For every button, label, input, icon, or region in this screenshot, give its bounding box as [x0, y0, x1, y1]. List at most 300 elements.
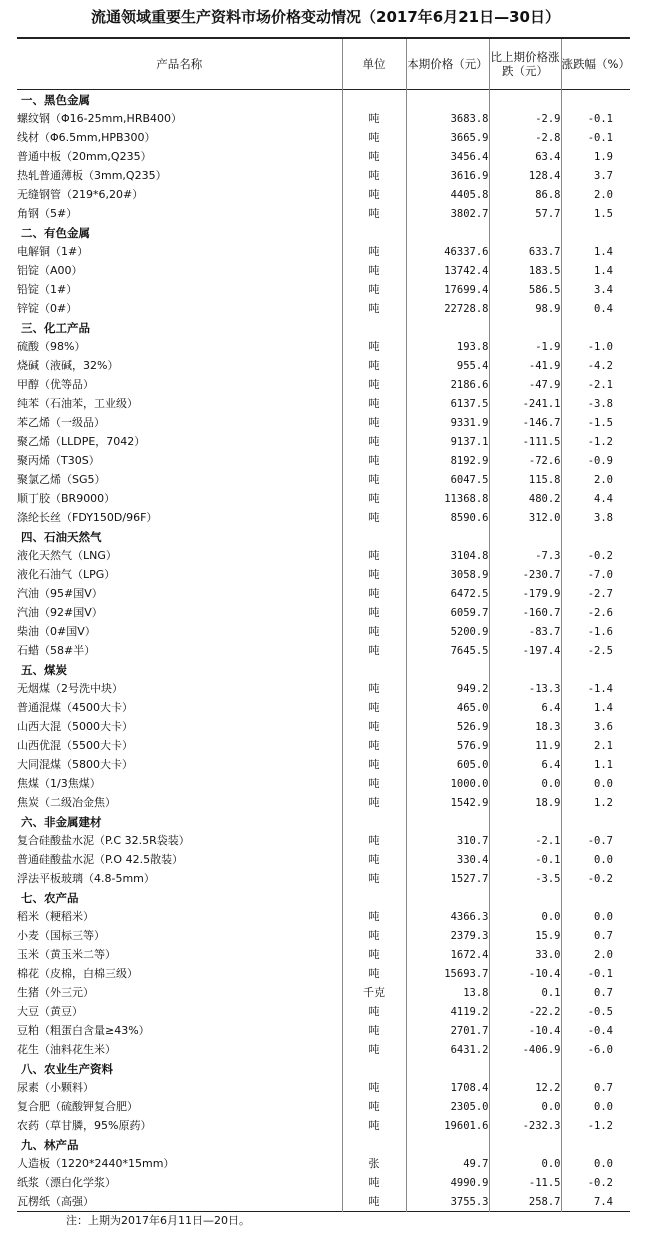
product-name: 涤纶长丝（FDY150D/96F）: [17, 510, 158, 524]
pct-cell: 3.6: [561, 717, 630, 736]
pct-cell: 2.1: [561, 736, 630, 755]
price-cell: 3058.9: [406, 565, 489, 584]
table-row: [17, 470, 630, 489]
price-cell: 2701.7: [406, 1021, 489, 1040]
product-name: 山西大混（5000大卡）: [17, 719, 133, 733]
unit-cell: 吨: [342, 337, 406, 356]
unit-cell: 吨: [342, 299, 406, 318]
empty-cell: [342, 812, 406, 831]
product-name: 锌锭（0#）: [17, 301, 78, 315]
product-name: 小麦（国标三等）: [17, 928, 105, 942]
price-cell: 1672.4: [406, 945, 489, 964]
table-row: [17, 983, 630, 1002]
change-cell: -10.4: [489, 964, 561, 983]
unit-cell: 吨: [342, 1040, 406, 1059]
table-row: [17, 1040, 630, 1059]
unit-cell: 张: [342, 1154, 406, 1173]
pct-cell: -1.4: [561, 679, 630, 698]
product-name: 顺丁胶（BR9000）: [17, 491, 116, 505]
unit-cell: 吨: [342, 1173, 406, 1192]
header-price: 本期价格（元）: [406, 38, 489, 90]
price-cell: 9137.1: [406, 432, 489, 451]
unit-cell: 吨: [342, 1002, 406, 1021]
unit-cell: 吨: [342, 603, 406, 622]
empty-cell: [406, 90, 489, 110]
change-cell: -83.7: [489, 622, 561, 641]
product-name: 石蜡（58#半）: [17, 643, 96, 657]
unit-cell: 吨: [342, 736, 406, 755]
unit-cell: 吨: [342, 128, 406, 147]
empty-cell: [406, 660, 489, 679]
table-row: [17, 261, 630, 280]
price-cell: 4366.3: [406, 907, 489, 926]
price-cell: 2379.3: [406, 926, 489, 945]
pct-cell: -2.6: [561, 603, 630, 622]
change-cell: 183.5: [489, 261, 561, 280]
change-cell: 6.4: [489, 755, 561, 774]
change-cell: -232.3: [489, 1116, 561, 1135]
pct-cell: 3.4: [561, 280, 630, 299]
table-row: [17, 622, 630, 641]
pct-cell: 1.4: [561, 698, 630, 717]
category-row: [17, 812, 630, 831]
price-cell: 310.7: [406, 831, 489, 850]
price-cell: 49.7: [406, 1154, 489, 1173]
unit-cell: 吨: [342, 584, 406, 603]
change-cell: 11.9: [489, 736, 561, 755]
pct-cell: -1.6: [561, 622, 630, 641]
category-name: 六、非金属建材: [21, 814, 102, 829]
pct-cell: 0.4: [561, 299, 630, 318]
product-name: 复合肥（硫酸钾复合肥）: [17, 1099, 138, 1113]
table-row: [17, 546, 630, 565]
price-cell: 2186.6: [406, 375, 489, 394]
header-unit: 单位: [342, 38, 406, 90]
category-name: 二、有色金属: [21, 225, 90, 240]
table-row: [17, 185, 630, 204]
change-cell: 63.4: [489, 147, 561, 166]
change-cell: 98.9: [489, 299, 561, 318]
pct-cell: -0.1: [561, 109, 630, 128]
price-cell: 3755.3: [406, 1192, 489, 1212]
pct-cell: -2.1: [561, 375, 630, 394]
unit-cell: 吨: [342, 432, 406, 451]
price-cell: 193.8: [406, 337, 489, 356]
category-row: [17, 660, 630, 679]
product-name: 汽油（95#国Ⅴ）: [17, 586, 103, 600]
pct-cell: -7.0: [561, 565, 630, 584]
pct-cell: -1.5: [561, 413, 630, 432]
price-cell: 8192.9: [406, 451, 489, 470]
price-cell: 4990.9: [406, 1173, 489, 1192]
change-cell: -11.5: [489, 1173, 561, 1192]
footnote: 注：上期为2017年6月11日—20日。: [66, 1214, 250, 1227]
pct-cell: -1.2: [561, 432, 630, 451]
pct-cell: 0.0: [561, 774, 630, 793]
pct-cell: 0.0: [561, 1097, 630, 1116]
change-cell: 480.2: [489, 489, 561, 508]
product-name: 花生（油料花生米）: [17, 1042, 116, 1056]
empty-cell: [561, 223, 630, 242]
change-cell: 312.0: [489, 508, 561, 527]
category-name: 七、农产品: [21, 890, 79, 905]
unit-cell: 吨: [342, 698, 406, 717]
change-cell: -0.1: [489, 850, 561, 869]
unit-cell: 吨: [342, 964, 406, 983]
empty-cell: [489, 888, 561, 907]
table-row: [17, 850, 630, 869]
price-cell: 3802.7: [406, 204, 489, 223]
product-name: 电解铜（1#）: [17, 244, 89, 258]
change-cell: -41.9: [489, 356, 561, 375]
pct-cell: 3.7: [561, 166, 630, 185]
product-name: 汽油（92#国Ⅴ）: [17, 605, 103, 619]
table-row: [17, 584, 630, 603]
empty-cell: [561, 1135, 630, 1154]
empty-cell: [406, 1059, 489, 1078]
unit-cell: 吨: [342, 1192, 406, 1212]
table-row: [17, 147, 630, 166]
empty-cell: [561, 1059, 630, 1078]
header-pct: 涨跌幅（%）: [561, 38, 630, 90]
category-name: 四、石油天然气: [21, 529, 102, 544]
change-cell: 6.4: [489, 698, 561, 717]
change-cell: -13.3: [489, 679, 561, 698]
table-row: [17, 413, 630, 432]
table-row: [17, 1116, 630, 1135]
table-row: [17, 774, 630, 793]
empty-cell: [406, 1135, 489, 1154]
table-row: [17, 337, 630, 356]
unit-cell: 吨: [342, 831, 406, 850]
table-row: [17, 736, 630, 755]
table-row: [17, 356, 630, 375]
change-cell: -2.1: [489, 831, 561, 850]
price-cell: 8590.6: [406, 508, 489, 527]
product-name: 棉花（皮棉，白棉三级）: [17, 966, 138, 980]
table-row: [17, 1021, 630, 1040]
product-name: 普通硅酸盐水泥（P.O 42.5散装）: [17, 852, 184, 866]
change-cell: 18.3: [489, 717, 561, 736]
category-row: [17, 90, 630, 110]
product-name: 农药（草甘膦，95%原药）: [17, 1118, 152, 1132]
empty-cell: [342, 888, 406, 907]
product-name: 柴油（0#国Ⅴ）: [17, 624, 96, 638]
pct-cell: 0.0: [561, 907, 630, 926]
table-row: [17, 926, 630, 945]
product-name: 苯乙烯（一级品）: [17, 415, 105, 429]
price-cell: 46337.6: [406, 242, 489, 261]
product-name: 普通混煤（4500大卡）: [17, 700, 133, 714]
change-cell: -230.7: [489, 565, 561, 584]
change-cell: 128.4: [489, 166, 561, 185]
table-body: [17, 90, 630, 1212]
category-row: [17, 1059, 630, 1078]
pct-cell: -0.2: [561, 1173, 630, 1192]
unit-cell: 吨: [342, 413, 406, 432]
change-cell: -22.2: [489, 1002, 561, 1021]
unit-cell: 吨: [342, 1116, 406, 1135]
table-row: [17, 299, 630, 318]
empty-cell: [561, 812, 630, 831]
price-cell: 13.8: [406, 983, 489, 1002]
empty-cell: [342, 1135, 406, 1154]
product-name: 浮法平板玻璃（4.8-5mm）: [17, 871, 155, 885]
pct-cell: 3.8: [561, 508, 630, 527]
table-row: [17, 166, 630, 185]
change-cell: 0.0: [489, 907, 561, 926]
table-row: [17, 831, 630, 850]
empty-cell: [406, 888, 489, 907]
table-row: [17, 489, 630, 508]
table-row: [17, 603, 630, 622]
unit-cell: 吨: [342, 1097, 406, 1116]
unit-cell: 吨: [342, 850, 406, 869]
table-row: [17, 907, 630, 926]
pct-cell: -0.2: [561, 546, 630, 565]
price-cell: 22728.8: [406, 299, 489, 318]
price-cell: 4405.8: [406, 185, 489, 204]
unit-cell: 吨: [342, 622, 406, 641]
change-cell: -1.9: [489, 337, 561, 356]
price-cell: 1708.4: [406, 1078, 489, 1097]
unit-cell: 吨: [342, 774, 406, 793]
pct-cell: 1.2: [561, 793, 630, 812]
category-name: 九、林产品: [21, 1137, 79, 1152]
pct-cell: -3.8: [561, 394, 630, 413]
pct-cell: -1.2: [561, 1116, 630, 1135]
table-row: [17, 679, 630, 698]
category-row: [17, 888, 630, 907]
change-cell: -197.4: [489, 641, 561, 660]
product-name: 热轧普通薄板（3mm,Q235）: [17, 168, 167, 182]
pct-cell: -0.4: [561, 1021, 630, 1040]
product-name: 复合硅酸盐水泥（P.C 32.5R袋装）: [17, 833, 190, 847]
product-name: 大豆（黄豆）: [17, 1004, 83, 1018]
table-row: [17, 394, 630, 413]
table-row: [17, 793, 630, 812]
pct-cell: -0.5: [561, 1002, 630, 1021]
unit-cell: 吨: [342, 565, 406, 584]
category-row: [17, 527, 630, 546]
table-row: [17, 1192, 630, 1212]
header-name: 产品名称: [156, 57, 203, 71]
change-cell: 586.5: [489, 280, 561, 299]
change-cell: -111.5: [489, 432, 561, 451]
change-cell: 0.0: [489, 1154, 561, 1173]
category-name: 八、农业生产资料: [21, 1061, 113, 1076]
product-name: 瓦楞纸（高强）: [17, 1194, 94, 1208]
product-name: 玉米（黄玉米二等）: [17, 947, 116, 961]
empty-cell: [406, 527, 489, 546]
unit-cell: 吨: [342, 185, 406, 204]
change-cell: 57.7: [489, 204, 561, 223]
price-cell: 11368.8: [406, 489, 489, 508]
pct-cell: -1.0: [561, 337, 630, 356]
change-cell: 0.0: [489, 1097, 561, 1116]
change-cell: 12.2: [489, 1078, 561, 1097]
product-name: 无烟煤（2号洗中块）: [17, 681, 123, 695]
table-row: [17, 1173, 630, 1192]
pct-cell: 0.0: [561, 850, 630, 869]
pct-cell: 1.4: [561, 261, 630, 280]
pct-cell: 0.7: [561, 1078, 630, 1097]
pct-cell: 1.1: [561, 755, 630, 774]
empty-cell: [342, 527, 406, 546]
pct-cell: 2.0: [561, 185, 630, 204]
change-cell: 258.7: [489, 1192, 561, 1212]
table-row: [17, 755, 630, 774]
product-name: 液化天然气（LNG）: [17, 548, 117, 562]
change-cell: -2.9: [489, 109, 561, 128]
pct-cell: -4.2: [561, 356, 630, 375]
price-cell: 17699.4: [406, 280, 489, 299]
price-cell: 4119.2: [406, 1002, 489, 1021]
price-cell: 6431.2: [406, 1040, 489, 1059]
empty-cell: [561, 527, 630, 546]
product-name: 螺纹钢（Φ16-25mm,HRB400）: [17, 111, 183, 125]
product-name: 纸浆（漂白化学浆）: [17, 1175, 116, 1189]
table-row: [17, 565, 630, 584]
empty-cell: [489, 1059, 561, 1078]
empty-cell: [489, 90, 561, 110]
table-row: [17, 451, 630, 470]
product-name: 纯苯（石油苯，工业级）: [17, 396, 138, 410]
empty-cell: [561, 318, 630, 337]
unit-cell: 吨: [342, 1021, 406, 1040]
product-name: 普通中板（20mm,Q235）: [17, 149, 152, 163]
product-name: 聚丙烯（T30S）: [17, 453, 100, 467]
pct-cell: -0.2: [561, 869, 630, 888]
unit-cell: 吨: [342, 280, 406, 299]
empty-cell: [406, 223, 489, 242]
product-name: 大同混煤（5800大卡）: [17, 757, 133, 771]
price-cell: 15693.7: [406, 964, 489, 983]
empty-cell: [489, 527, 561, 546]
change-cell: 115.8: [489, 470, 561, 489]
pct-cell: 0.0: [561, 1154, 630, 1173]
product-name: 生猪（外三元）: [17, 985, 94, 999]
category-row: [17, 223, 630, 242]
pct-cell: 0.7: [561, 983, 630, 1002]
unit-cell: 吨: [342, 907, 406, 926]
table-row: [17, 508, 630, 527]
price-cell: 6472.5: [406, 584, 489, 603]
table-row: [17, 698, 630, 717]
change-cell: -179.9: [489, 584, 561, 603]
price-cell: 1542.9: [406, 793, 489, 812]
product-name: 液化石油气（LPG）: [17, 567, 116, 581]
price-table: [17, 37, 630, 1212]
unit-cell: 吨: [342, 926, 406, 945]
change-cell: -7.3: [489, 546, 561, 565]
empty-cell: [342, 223, 406, 242]
unit-cell: 吨: [342, 394, 406, 413]
table-row: [17, 964, 630, 983]
unit-cell: 吨: [342, 261, 406, 280]
price-cell: 955.4: [406, 356, 489, 375]
unit-cell: 吨: [342, 375, 406, 394]
price-cell: 3456.4: [406, 147, 489, 166]
empty-cell: [561, 660, 630, 679]
pct-cell: -6.0: [561, 1040, 630, 1059]
table-row: [17, 869, 630, 888]
table-row: [17, 717, 630, 736]
change-cell: 15.9: [489, 926, 561, 945]
unit-cell: 吨: [342, 109, 406, 128]
empty-cell: [342, 90, 406, 110]
price-cell: 7645.5: [406, 641, 489, 660]
price-cell: 6059.7: [406, 603, 489, 622]
category-name: 一、黑色金属: [21, 92, 90, 107]
table-row: [17, 375, 630, 394]
unit-cell: 吨: [342, 546, 406, 565]
unit-cell: 吨: [342, 470, 406, 489]
table-row: [17, 432, 630, 451]
pct-cell: -2.5: [561, 641, 630, 660]
empty-cell: [489, 318, 561, 337]
change-cell: 0.0: [489, 774, 561, 793]
price-cell: 13742.4: [406, 261, 489, 280]
unit-cell: 吨: [342, 717, 406, 736]
product-name: 甲醇（优等品）: [17, 377, 94, 391]
unit-cell: 吨: [342, 641, 406, 660]
page-title: 流通领域重要生产资料市场价格变动情况（2017年6月21日—30日）: [91, 8, 560, 26]
pct-cell: -0.1: [561, 128, 630, 147]
price-cell: 5200.9: [406, 622, 489, 641]
price-cell: 526.9: [406, 717, 489, 736]
unit-cell: 吨: [342, 945, 406, 964]
unit-cell: 吨: [342, 204, 406, 223]
product-name: 豆粕（粗蛋白含量≥43%）: [17, 1023, 150, 1037]
table-row: [17, 109, 630, 128]
pct-cell: 1.9: [561, 147, 630, 166]
empty-cell: [342, 660, 406, 679]
unit-cell: 吨: [342, 166, 406, 185]
product-name: 焦煤（1/3焦煤）: [17, 776, 101, 790]
table-row: [17, 204, 630, 223]
table-row: [17, 280, 630, 299]
pct-cell: 2.0: [561, 470, 630, 489]
price-cell: 1000.0: [406, 774, 489, 793]
unit-cell: 吨: [342, 451, 406, 470]
table-row: [17, 1078, 630, 1097]
table-row: [17, 128, 630, 147]
change-cell: 18.9: [489, 793, 561, 812]
price-cell: 3616.9: [406, 166, 489, 185]
price-cell: 3665.9: [406, 128, 489, 147]
product-name: 角钢（5#）: [17, 206, 78, 220]
change-cell: 86.8: [489, 185, 561, 204]
pct-cell: -0.1: [561, 964, 630, 983]
price-cell: 6047.5: [406, 470, 489, 489]
change-cell: -406.9: [489, 1040, 561, 1059]
change-cell: -10.4: [489, 1021, 561, 1040]
unit-cell: 吨: [342, 869, 406, 888]
table-row: [17, 641, 630, 660]
table-row: [17, 242, 630, 261]
pct-cell: 4.4: [561, 489, 630, 508]
empty-cell: [489, 223, 561, 242]
unit-cell: 吨: [342, 147, 406, 166]
table-row: [17, 1154, 630, 1173]
table-row: [17, 1002, 630, 1021]
empty-cell: [489, 1135, 561, 1154]
unit-cell: 吨: [342, 1078, 406, 1097]
change-cell: -47.9: [489, 375, 561, 394]
empty-cell: [406, 812, 489, 831]
pct-cell: 2.0: [561, 945, 630, 964]
